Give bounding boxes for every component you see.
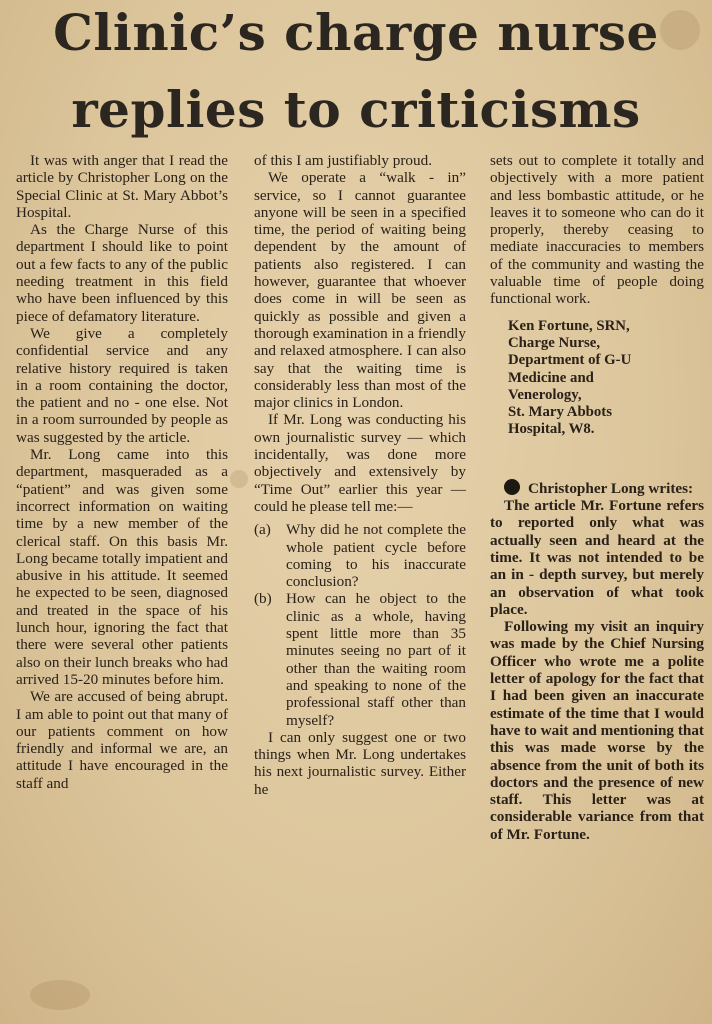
bullet-icon xyxy=(504,479,520,495)
signature-line: Medicine and xyxy=(508,369,594,386)
signature-line: St. Mary Abbots xyxy=(508,404,612,421)
signature-line: Hospital, W8. xyxy=(508,421,595,438)
signature-line: Venerology, xyxy=(508,386,582,403)
paragraph: I can only suggest one or two things when Mr. Long undertakes his next journalistic survey. Either he xyxy=(254,728,466,798)
headline-line-2: replies to criticisms xyxy=(71,80,641,139)
paragraph: The article Mr. Fortune refers to reported only what was actually seen and heard at the time. It was not intended to be an in - depth survey, but merely an observation of what took place. xyxy=(490,497,704,618)
reply-section xyxy=(490,479,704,843)
paragraph: sets out to complete it totally and objectively with a more patient and less bombastic attitude, or he leaves it to someone who can do it properly, thereby ceasing to mediate inaccuracies to members of the community and wasting the valuable time of people doing functional work. xyxy=(490,152,704,308)
reply-heading xyxy=(490,479,704,497)
headline-line-1: Clinic’s charge nurse xyxy=(53,3,659,62)
list-item xyxy=(254,590,466,728)
question-list xyxy=(254,521,466,729)
list-marker: (a) xyxy=(254,521,271,539)
signature-line: Department of G-U xyxy=(508,352,632,369)
signature-block xyxy=(508,318,704,439)
article-column-1 xyxy=(16,152,228,792)
list-marker: (b) xyxy=(254,590,272,608)
paragraph: We are accused of being abrupt. I am able to point out that many of our patients comment on how friendly and informal we are, an attitude I have encouraged in the staff and xyxy=(16,688,228,792)
paragraph: Mr. Long came into this department, masqueraded as a “patient” and was given some incorrect information on waiting time by a new member of the clerical staff. On this basis Mr. Long became totally impatient and abusive in his attitude. It seemed he expected to be seen, diagnosed and treated in the space of his lunch hour, ignoring the fact that there were several other patients also on their lunch breaks who had arrived 15-20 minutes before him. xyxy=(16,446,228,688)
list-item-text: How can he object to the clinic as a whole, having spent little more than 35 minutes seeing no part of it other than the waiting room and speaking to none of the professional staff other than myself? xyxy=(286,590,466,729)
paragraph: of this I am justifiably proud. xyxy=(254,152,433,169)
article-column-2 xyxy=(254,152,466,798)
signature-line: Charge Nurse, xyxy=(508,334,601,351)
article-column-3 xyxy=(490,152,704,843)
paragraph: If Mr. Long was conducting his own journalistic survey — which incidentally, was done more objectively and extensively by “Time Out” earlier this year — could he please tell me:— xyxy=(254,411,466,515)
reply-heading-text: Christopher Long writes: xyxy=(528,479,694,497)
paragraph: It was with anger that I read the article by Christopher Long on the Special Clinic at St. Mary Abbot’s Hospital. xyxy=(16,152,228,221)
paragraph: We give a completely confidential service and any relative history required is taken in a room containing the doctor, the patient and no - one else. Not in a room surrounded by people as was suggested by the article. xyxy=(16,324,228,446)
paragraph: We operate a “walk - in” service, so I cannot guarantee anyone will be seen in a specified time, the period of waiting being dependent by the amount of patients also registered. I can however, guarantee that whoever does come in will be seen as quickly as possible and given a thorough examination in a friendly and relaxed atmosphere. I can also say that the waiting time is considerably less than most of the major clinics in London. xyxy=(254,169,466,412)
list-item-text: Why did he not complete the whole patient cycle before coming to his inaccurate conclusion? xyxy=(286,521,466,591)
paragraph: As the Charge Nurse of this department I should like to point out a few facts to any of the public needing treatment in this field who have been influenced by this piece of defamatory literature. xyxy=(16,221,228,325)
paragraph: Following my visit an inquiry was made by the Chief Nursing Officer who wrote me a polite letter of apology for the fact that I had been given an inaccurate estimate of the time that I would have to wait and mentioning that this was made worse by the absence from the unit of both its doctors and the presence of new staff. This letter was at considerable variance from that of Mr. Fortune. xyxy=(490,618,704,843)
signature-line: Ken Fortune, SRN, xyxy=(508,317,630,334)
list-item xyxy=(254,521,466,590)
